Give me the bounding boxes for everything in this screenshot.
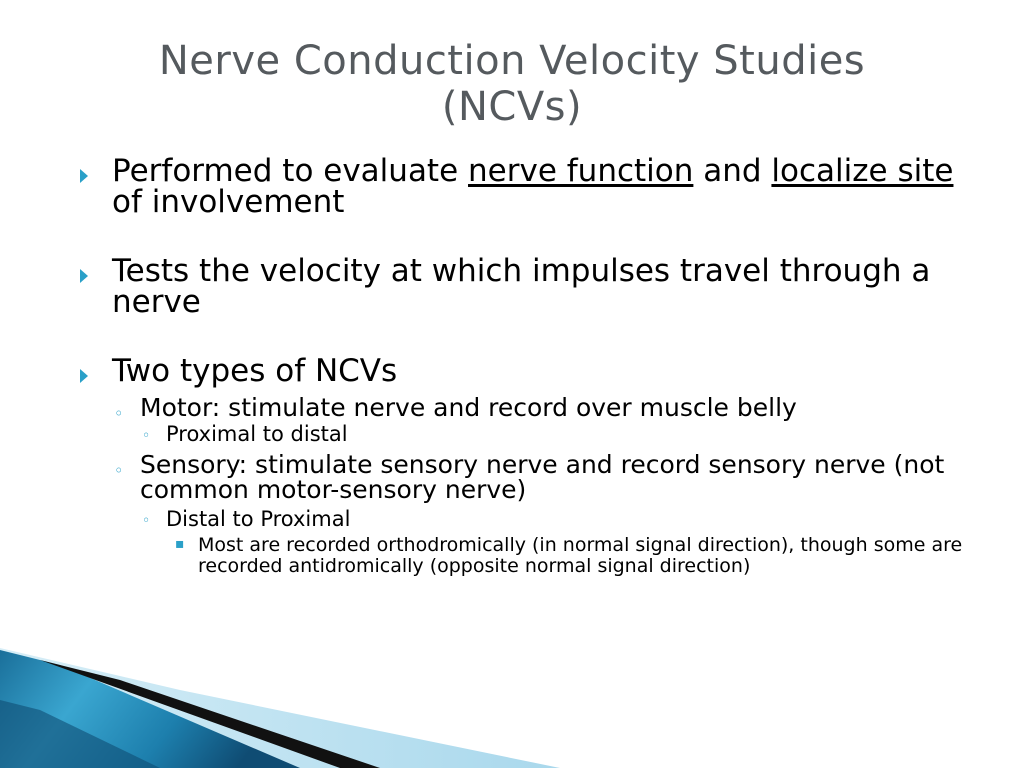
- bullet-text: and: [693, 153, 772, 189]
- sub-sub-bullet-item: [80, 423, 980, 446]
- sub-bullet-text: Sensory: stimulate sensory nerve and record sensory nerve (not common motor-sensory nerve): [140, 450, 945, 504]
- small-square-bullet-icon: ▪: [175, 536, 185, 552]
- bullet-item: [80, 353, 980, 389]
- open-circle-bullet-icon: ◦: [114, 461, 124, 480]
- bullet-list: [80, 153, 980, 577]
- sub-sub-bullet-item: [80, 508, 980, 531]
- wave-light-band: [0, 648, 560, 768]
- triangle-right-bullet-icon: [80, 169, 88, 183]
- slide-title-line-1: Nerve Conduction Velocity Studies: [158, 38, 866, 84]
- level-4-bullet-item: [80, 535, 980, 577]
- sub-sub-bullet-text: Proximal to distal: [166, 422, 348, 446]
- underlined-term: localize site: [771, 153, 954, 189]
- slide-title: [60, 38, 964, 130]
- bullet-text: of involvement: [112, 184, 345, 220]
- wave-black-stripe: [40, 660, 380, 768]
- sub-sub-bullet-text: Distal to Proximal: [166, 507, 351, 531]
- triangle-right-bullet-icon: [80, 369, 88, 383]
- bullet-text: Performed to evaluate: [112, 153, 469, 189]
- bullet-text: Tests the velocity at which impulses travel through a nerve: [112, 253, 931, 320]
- underlined-term: nerve function: [468, 153, 694, 189]
- bullet-text: Two types of NCVs: [112, 353, 398, 389]
- level-4-bullet-text: Most are recorded orthodromically (in normal signal direction), though some are recorded antidromically (opposite normal signal direction): [198, 534, 963, 577]
- wave-blue-band: [0, 650, 300, 768]
- sub-bullet-item: [80, 452, 980, 502]
- triangle-right-bullet-icon: [80, 269, 88, 283]
- wave-dark-band: [0, 700, 160, 768]
- bullet-item: [80, 153, 980, 220]
- bullet-item: [80, 253, 980, 320]
- open-circle-bullet-icon: ◦: [114, 404, 124, 423]
- open-circle-bullet-icon: ◦: [142, 428, 151, 444]
- sub-bullet-text: Motor: stimulate nerve and record over muscle belly: [140, 393, 797, 422]
- slide-title-line-2: (NCVs): [441, 84, 583, 130]
- sub-bullet-item: [80, 393, 980, 423]
- open-circle-bullet-icon: ◦: [142, 513, 151, 529]
